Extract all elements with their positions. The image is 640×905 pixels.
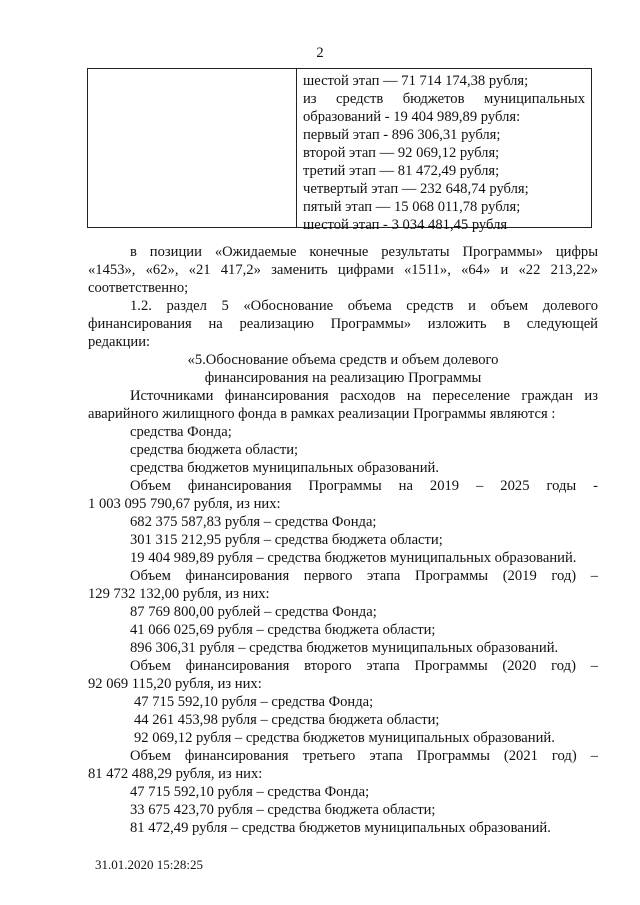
funding-table — [87, 68, 592, 233]
paragraph-line: 81 472 488,29 рубля, из них: — [88, 766, 263, 782]
list-item: 92 069,12 рубля – средства бюджетов муниципальных образований. — [134, 730, 555, 746]
list-item: 47 715 592,10 рубля – средства Фонда; — [130, 784, 370, 800]
list-item: 301 315 212,95 рубля – средства бюджета области; — [130, 532, 443, 548]
paragraph-line: 1 003 095 790,67 рубля, из них: — [88, 496, 281, 512]
table-line: пятый этап — 15 068 011,78 рубля; — [303, 199, 521, 215]
table-line: третий этап — 81 472,49 рубля; — [303, 163, 500, 179]
page-number: 2 — [316, 45, 324, 61]
list-item: 896 306,31 рубля – средства бюджетов муниципальных образований. — [130, 640, 559, 656]
paragraph-line: Объем финансирования третьего этапа Программы (2021 год) – — [130, 748, 598, 764]
print-timestamp: 31.01.2020 15:28:25 — [95, 857, 203, 872]
paragraph-line: редакции: — [88, 334, 151, 350]
section-heading: «5.Обоснование объема средств и объем долевого — [187, 352, 499, 368]
list-item: 682 375 587,83 рубля – средства Фонда; — [130, 514, 377, 530]
paragraph-line: в позиции «Ожидаемые конечные результаты Программы» цифры — [130, 244, 598, 260]
table-line: четвертый этап — 232 648,74 рубля; — [303, 181, 529, 197]
list-item: 81 472,49 рубля – средства бюджетов муниципальных образований. — [130, 820, 551, 836]
paragraph-line: 129 732 132,00 рубля, из них: — [88, 586, 270, 602]
table-line: шестой этап — 71 714 174,38 рубля; — [303, 73, 529, 89]
paragraph-line: Источниками финансирования расходов на переселение граждан из — [130, 388, 598, 404]
paragraph-line: соответственно; — [88, 280, 189, 296]
list-item: средства бюджета области; — [130, 442, 299, 458]
paragraph-line: «1453», «62», «21 417,2» заменить цифрами «1511», «64» и «22 213,22» — [88, 262, 598, 278]
paragraph-line: 92 069 115,20 рубля, из них: — [88, 676, 262, 692]
list-item: средства Фонда; — [130, 424, 232, 440]
table-line: шестой этап - 3 034 481,45 рубля — [303, 217, 508, 233]
paragraph-line: Объем финансирования Программы на 2019 – 2025 годы - — [130, 478, 598, 494]
list-item: средства бюджетов муниципальных образований. — [130, 460, 439, 476]
table-line: второй этап — 92 069,12 рубля; — [303, 145, 500, 161]
document-body — [88, 243, 598, 837]
section-heading: финансирования на реализацию Программы — [204, 370, 482, 386]
list-item: 44 261 453,98 рубля – средства бюджета области; — [134, 712, 440, 728]
table-right-cell — [297, 69, 591, 233]
list-item: 47 715 592,10 рубля – средства Фонда; — [134, 694, 374, 710]
table-line: из средств бюджетов муниципальных — [303, 91, 585, 107]
paragraph-line: аварийного жилищного фонда в рамках реализации Программы являются : — [88, 406, 556, 422]
table-left-cell — [88, 69, 297, 227]
list-item: 19 404 989,89 рубля – средства бюджетов муниципальных образований. — [130, 550, 577, 566]
list-item: 41 066 025,69 рубля – средства бюджета области; — [130, 622, 436, 638]
paragraph-line: 1.2. раздел 5 «Обоснование объема средств и объем долевого — [130, 298, 598, 314]
paragraph-line: Объем финансирования первого этапа Программы (2019 год) – — [130, 568, 598, 584]
list-item: 33 675 423,70 рубля – средства бюджета области; — [130, 802, 436, 818]
table-line: образований - 19 404 989,89 рубля: — [303, 109, 521, 125]
list-item: 87 769 800,00 рублей – средства Фонда; — [130, 604, 377, 620]
paragraph-line: Объем финансирования второго этапа Программы (2020 год) – — [130, 658, 598, 674]
paragraph-line: финансирования на реализацию Программы» изложить в следующей — [88, 316, 598, 332]
table-line: первый этап - 896 306,31 рубля; — [303, 127, 501, 143]
